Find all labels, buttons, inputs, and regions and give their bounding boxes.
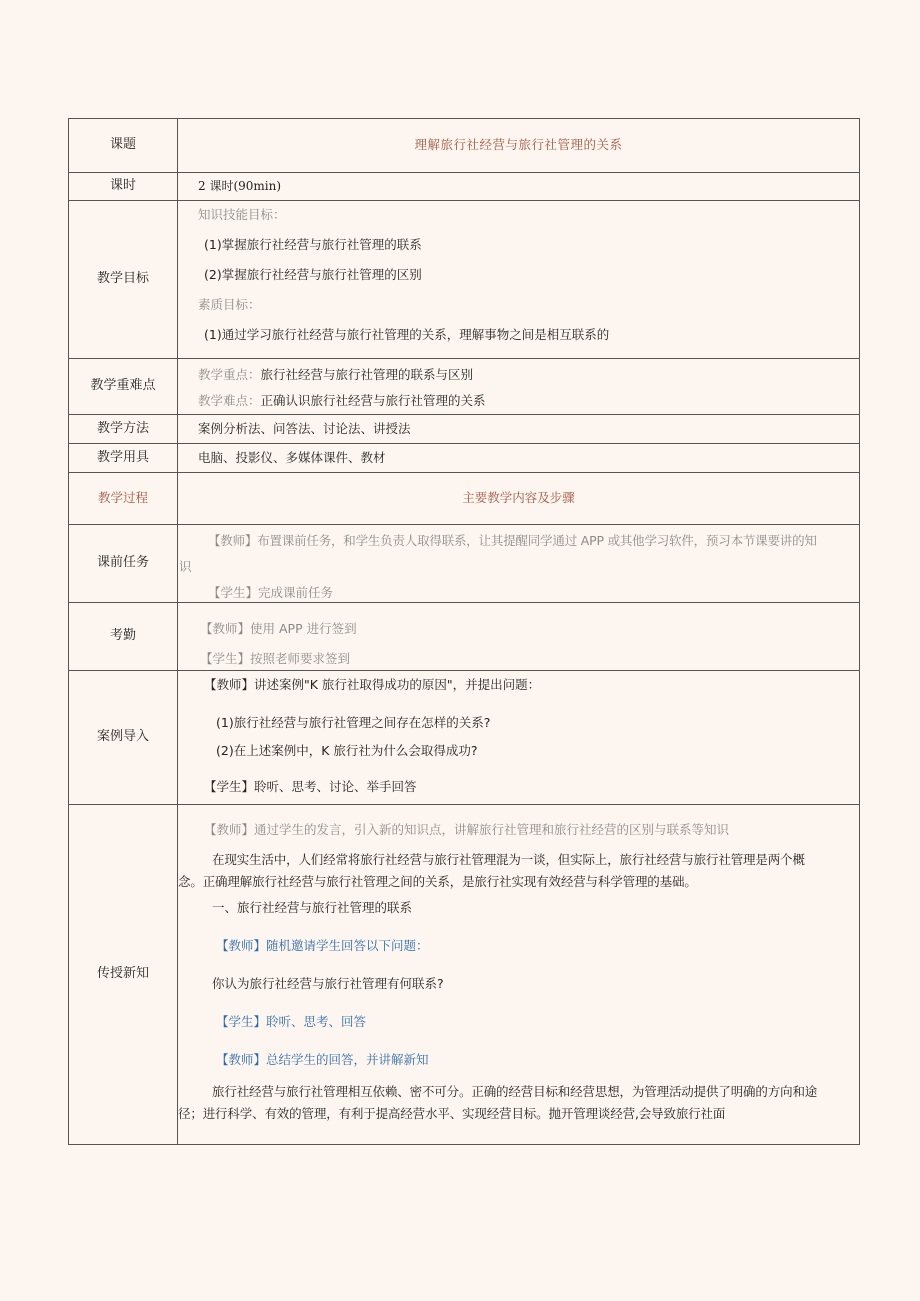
teacher-ask: 【教师】随机邀请学生回答以下问题： [216,938,429,953]
attendance-label: 考勤 [69,603,178,671]
difficulty-label: 教学难点： [198,393,261,408]
key-points-row [69,359,860,415]
paragraph-1-line-2: 念。正确理解旅行社经营与旅行社管理之间的关系，是旅行社实现有效经营与科学管理的基础。 [178,874,697,889]
discussion-question: 你认为旅行社经营与旅行社管理有何联系? [212,976,444,991]
lesson-plan-table [68,118,860,1145]
focus-label: 教学重点： [198,367,261,382]
key-points-content [178,359,860,415]
process-header-left: 教学过程 [69,473,178,525]
new-knowledge-row [69,805,860,1145]
case-intro-content [178,671,860,805]
section-heading-1: 一、旅行社经营与旅行社管理的联系 [212,900,413,915]
pre-class-row [69,525,860,603]
methods-row [69,415,860,444]
topic-label: 课题 [69,119,178,173]
new-knowledge-content [178,805,860,1145]
tools-value: 电脑、投影仪、多媒体课件、教材 [178,444,860,473]
pre-class-student: 【学生】完成课前任务 [208,585,334,600]
process-header-right: 主要教学内容及步骤 [178,473,860,525]
attendance-content [178,603,860,671]
attendance-row [69,603,860,671]
pre-class-content [178,525,860,603]
pre-class-label: 课前任务 [69,525,178,603]
new-knowledge-label: 传授新知 [69,805,178,1145]
case-intro-question-2: (2)在上述案例中，K 旅行社为什么会取得成功? [216,743,478,758]
hours-value: 2 课时(90min) [178,173,860,201]
pre-class-teacher-line2: 识 [179,559,192,574]
hours-label: 课时 [69,173,178,201]
attendance-student: 【学生】按照老师要求签到 [200,651,351,666]
goals-label: 教学目标 [69,201,178,359]
case-intro-teacher: 【教师】讲述案例"K 旅行社取得成功的原因"，并提出问题： [204,677,541,692]
pre-class-teacher-line1: 【教师】布置课前任务，和学生负责人取得联系，让其提醒同学通过 APP 或其他学习软件，预习本节课要讲的知 [208,533,817,548]
case-intro-label: 案例导入 [69,671,178,805]
case-intro-student: 【学生】聆听、思考、讨论、举手回答 [204,779,417,794]
teacher-summary: 【教师】总结学生的回答，并讲解新知 [216,1052,429,1067]
quality-heading: 素质目标： [198,297,261,312]
key-points-label: 教学重难点 [69,359,178,415]
focus-line [198,360,853,389]
difficulty-text: 正确认识旅行社经营与旅行社管理的关系 [260,393,486,408]
knowledge-heading: 知识技能目标： [198,207,286,222]
goals-row [69,201,860,359]
difficulty-line [198,389,853,413]
lesson-title: 理解旅行社经营与旅行社管理的关系 [178,119,860,173]
knowledge-goal-1: (1)掌握旅行社经营与旅行社管理的联系 [204,237,422,252]
methods-label: 教学方法 [69,415,178,444]
knowledge-goal-2: (2)掌握旅行社经营与旅行社管理的区别 [204,267,422,282]
focus-text: 旅行社经营与旅行社管理的联系与区别 [260,367,474,382]
topic-row [69,119,860,173]
paragraph-1-line-1: 在现实生活中，人们经常将旅行社经营与旅行社管理混为一谈，但实际上，旅行社经营与旅行社管理是两个概 [212,852,805,867]
attendance-teacher: 【教师】使用 APP 进行签到 [200,621,357,636]
student-answer: 【学生】聆听、思考、回答 [216,1014,367,1029]
process-header-row [69,473,860,525]
case-intro-question-1: (1)旅行社经营与旅行社管理之间存在怎样的关系? [216,715,491,730]
tools-label: 教学用具 [69,444,178,473]
tools-row [69,444,860,473]
teacher-intro: 【教师】通过学生的发言，引入新的知识点，讲解旅行社管理和旅行社经营的区别与联系等知识 [204,822,730,837]
hours-row [69,173,860,201]
methods-value: 案例分析法、问答法、讨论法、讲授法 [178,415,860,444]
paragraph-2-line-1: 旅行社经营与旅行社管理相互依赖、密不可分。正确的经营目标和经营思想，为管理活动提供了明确的方向和途 [212,1084,818,1099]
goals-content [178,201,860,359]
case-intro-row [69,671,860,805]
quality-goal-1: (1)通过学习旅行社经营与旅行社管理的关系，理解事物之间是相互联系的 [204,327,610,342]
paragraph-2-line-2: 径；进行科学、有效的管理，有利于提高经营水平、实现经营目标。抛开管理谈经营,会导致旅行社面 [178,1106,726,1121]
